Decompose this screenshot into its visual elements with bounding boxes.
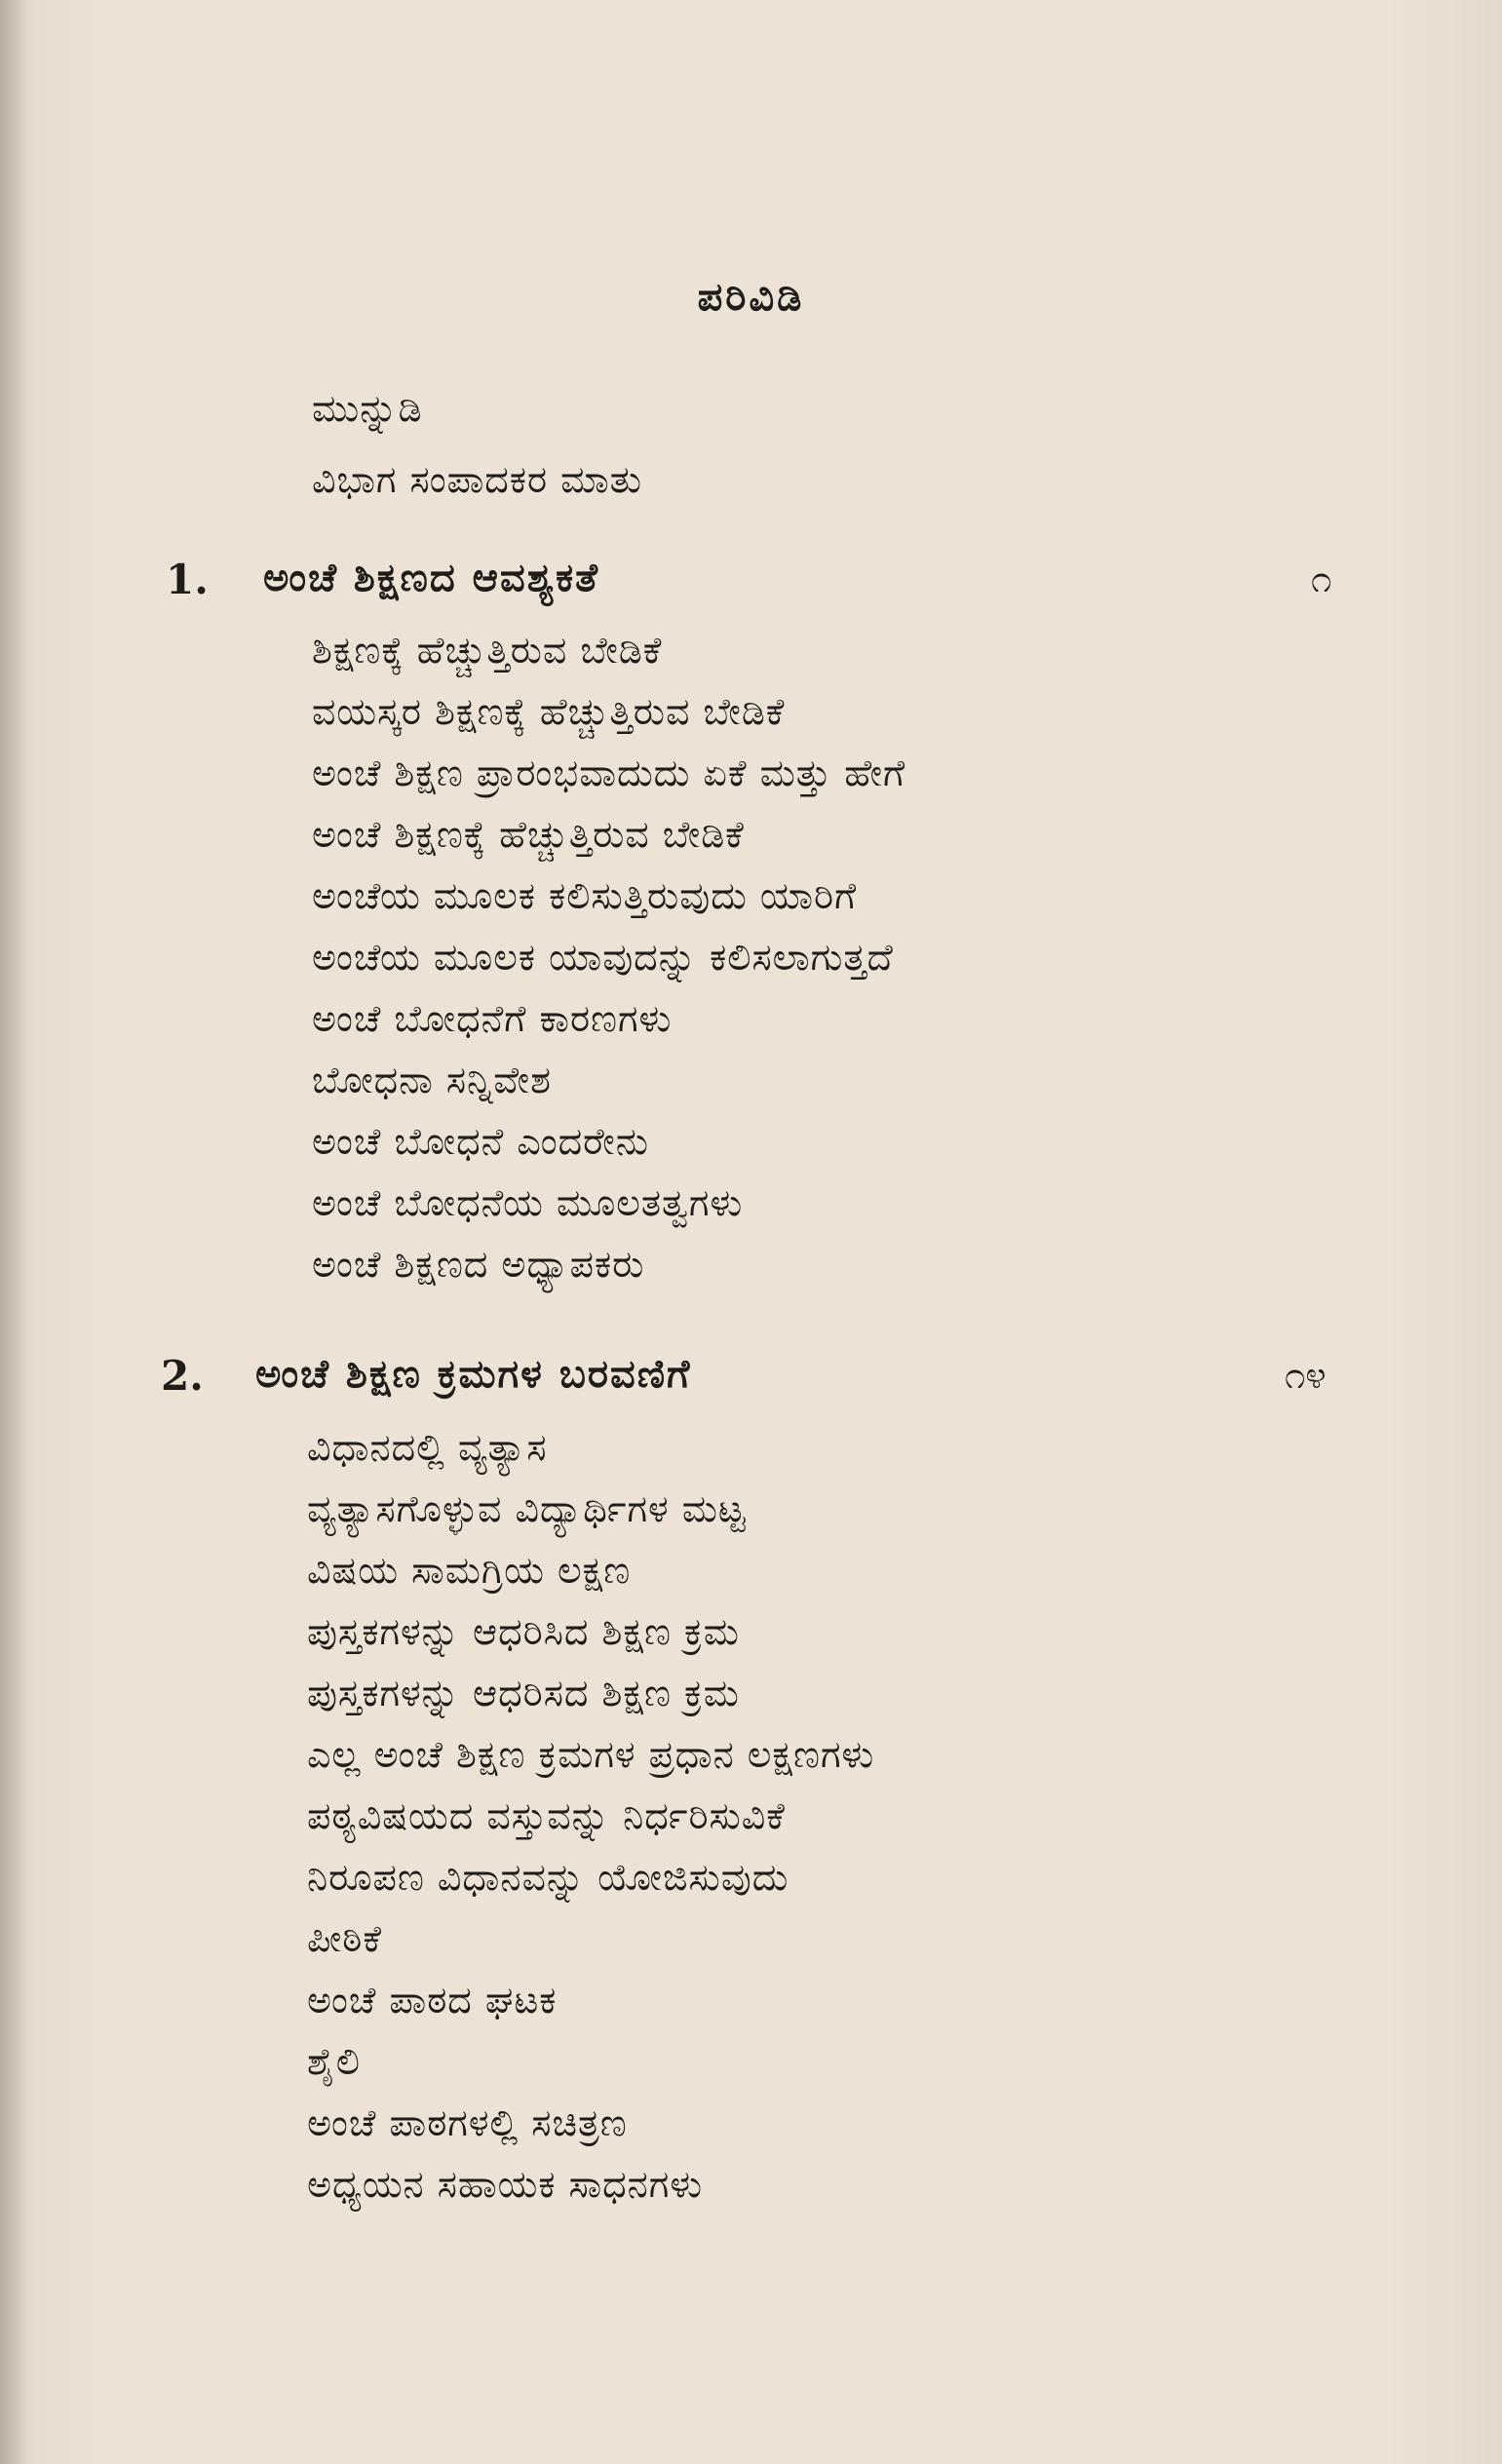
chapter-2-entry: ಶೈಲಿ — [307, 2040, 361, 2083]
chapter-1-entry: ಅಂಚೆ ಶಿಕ್ಷಣ ಪ್ರಾರಂಭವಾದುದು ಏಕೆ ಮತ್ತು ಹೇಗೆ — [312, 751, 906, 794]
chapter-2-number: 2. — [161, 1352, 204, 1400]
chapter-2-entry: ವಿಧಾನದಲ್ಲಿ ವ್ಯತ್ಯಾಸ — [307, 1426, 548, 1469]
chapter-1-entry: ಬೋಧನಾ ಸನ್ನಿವೇಶ — [312, 1059, 552, 1101]
chapter-1-entry: ಅಂಚೆ ಬೋಧನೆ ಎಂದರೇನು — [312, 1120, 649, 1163]
chapter-2-entry: ಪಠ್ಯವಿಷಯದ ವಸ್ತುವನ್ನು ನಿರ್ಧರಿಸುವಿಕೆ — [307, 1794, 786, 1837]
chapter-2-entry: ಪುಸ್ತಕಗಳನ್ನು ಆಧರಿಸಿದ ಶಿಕ್ಷಣ ಕ್ರಮ — [307, 1610, 740, 1653]
chapter-1-entry: ವಯಸ್ಕರ ಶಿಕ್ಷಣಕ್ಕೆ ಹೆಚ್ಚುತ್ತಿರುವ ಬೇಡಿಕೆ — [312, 690, 786, 733]
chapter-2-page-number: ೧೪ — [1285, 1354, 1327, 1397]
chapter-1-entry: ಅಂಚೆಯ ಮೂಲಕ ಕಲಿಸುತ್ತಿರುವುದು ಯಾರಿಗೆ — [312, 874, 858, 917]
chapter-1-entry: ಶಿಕ್ಷಣಕ್ಕೆ ಹೆಚ್ಚುತ್ತಿರುವ ಬೇಡಿಕೆ — [312, 629, 663, 672]
chapter-1-page-number: ೧ — [1311, 558, 1332, 600]
chapter-1-title: ಅಂಚೆ ಶಿಕ್ಷಣದ ಆವಶ್ಯಕತೆ — [263, 556, 599, 600]
chapter-1-entry: ಅಂಚೆ ಬೋಧನೆಗೆ ಕಾರಣಗಳು — [312, 997, 673, 1040]
chapter-1-entry: ಅಂಚೆಯ ಮೂಲಕ ಯಾವುದನ್ನು ಕಲಿಸಲಾಗುತ್ತದೆ — [312, 936, 894, 979]
chapter-2-entry: ವ್ಯತ್ಯಾಸಗೊಳ್ಳುವ ವಿದ್ಯಾರ್ಥಿಗಳ ಮಟ್ಟ — [307, 1487, 747, 1530]
chapter-1-entry: ಅಂಚೆ ಬೋಧನೆಯ ಮೂಲತತ್ವಗಳು — [312, 1181, 744, 1224]
chapter-1-number: 1. — [166, 556, 209, 603]
chapter-2-entry: ಅಂಚೆ ಪಾಠದ ಘಟಕ — [307, 1979, 558, 2021]
chapter-2-title: ಅಂಚೆ ಶಿಕ್ಷಣ ಕ್ರಮಗಳ ಬರವಣಿಗೆ — [255, 1352, 692, 1397]
chapter-1-entry: ಅಂಚೆ ಶಿಕ್ಷಣದ ಅಧ್ಯಾಪಕರು — [312, 1243, 645, 1286]
front-matter-editors-note: ವಿಭಾಗ ಸಂಪಾದಕರ ಮಾತು — [312, 458, 642, 501]
chapter-2-entry: ಅಂಚೆ ಪಾಠಗಳಲ್ಲಿ ಸಚಿತ್ರಣ — [307, 2101, 628, 2144]
chapter-2-entry: ಪೀಠಿಕೆ — [307, 1917, 382, 1960]
front-matter-preface: ಮುನ್ನುಡಿ — [312, 387, 423, 430]
chapter-2-entry: ನಿರೂಪಣ ವಿಧಾನವನ್ನು ಯೋಜಿಸುವುದು — [307, 1856, 790, 1899]
chapter-2-entry: ಅಧ್ಯಯನ ಸಹಾಯಕ ಸಾಧನಗಳು — [307, 2163, 704, 2206]
chapter-1-entry: ಅಂಚೆ ಶಿಕ್ಷಣಕ್ಕೆ ಹೆಚ್ಚುತ್ತಿರುವ ಬೇಡಿಕೆ — [312, 813, 745, 856]
chapter-2-entry: ಪುಸ್ತಕಗಳನ್ನು ಆಧರಿಸದ ಶಿಕ್ಷಣ ಕ್ರಮ — [307, 1672, 740, 1714]
chapter-2-entry: ವಿಷಯ ಸಾಮಗ್ರಿಯ ಲಕ್ಷಣ — [307, 1549, 632, 1592]
page-title: ಪರಿವಿಡಿ — [697, 275, 805, 320]
spine-shadow — [0, 0, 29, 2464]
chapter-2-entry: ಎಲ್ಲ ಅಂಚೆ ಶಿಕ್ಷಣ ಕ್ರಮಗಳ ಪ್ರಧಾನ ಲಕ್ಷಣಗಳು — [307, 1733, 875, 1776]
